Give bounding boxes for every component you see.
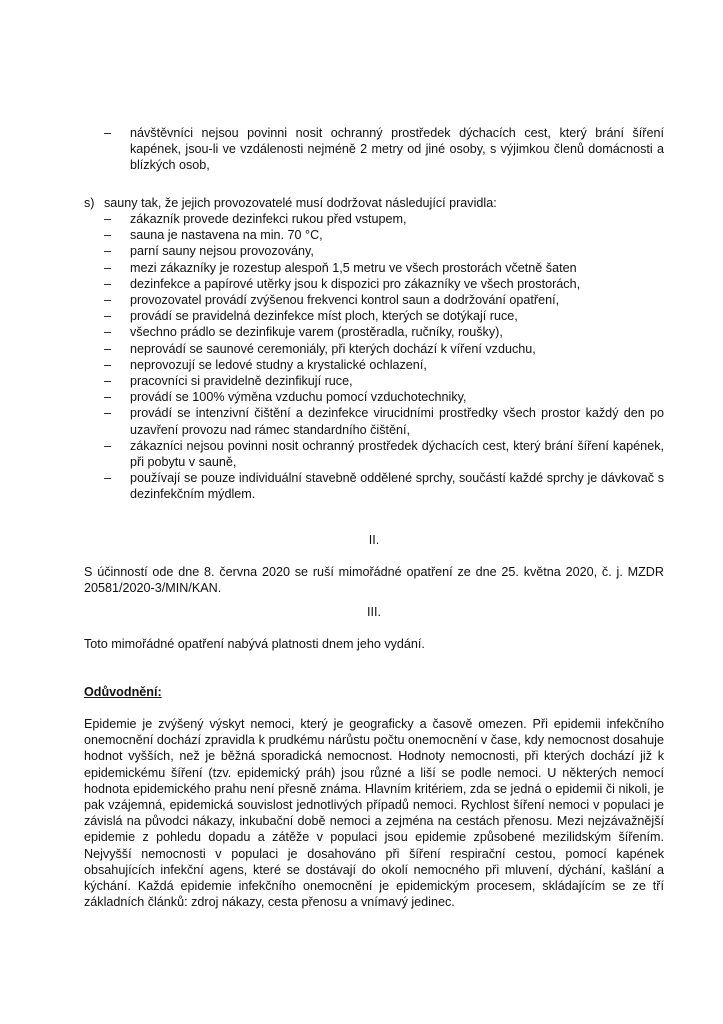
top-list — [104, 125, 664, 174]
justification-heading: Odůvodnění: — [84, 685, 162, 699]
list-item: – pracovníci si pravidelně dezinfikují ruce, — [104, 373, 664, 389]
section-marker: s) — [84, 196, 95, 210]
list-item: – neprovozují se ledové studny a krystalické ochlazení, — [104, 357, 664, 373]
list-item: – všechno prádlo se dezinfikuje varem (prostěradla, ručníky, roušky), — [104, 324, 664, 340]
section-numeral-ii: II. — [368, 533, 380, 547]
section-numeral-iii: III. — [367, 605, 381, 619]
list-item: – mezi zákazníky je rozestup alespoň 1,5 metru ve všech prostorách včetně šaten — [104, 260, 664, 276]
section-intro: sauny tak, že jejich provozovatelé musí dodržovat následující pravidla: — [104, 196, 497, 210]
list-item: – parní sauny nejsou provozovány, — [104, 243, 664, 259]
sauna-rules-list — [104, 211, 664, 503]
section-ii-text: S účinností ode dne 8. června 2020 se ruší mimořádné opatření ze dne 25. května 2020, č. j. MZDR 20581/2020-3/MIN/KAN. — [84, 565, 664, 596]
list-item: – provozovatel provádí zvýšenou frekvenci kontrol saun a dodržování opatření, — [104, 292, 664, 308]
list-item: – zákazníci nejsou povinni nosit ochranný prostředek dýchacích cest, který brání šíření kapének, při pobytu v sauně, — [104, 438, 664, 470]
justification-text: Epidemie je zvýšený výskyt nemoci, který je geograficky a časově omezen. Při epidemii infekčního onemocnění dochází zpravidla k prudkému nárůstu počtu onemocnění v čase, kdy nemocnost dosahuje hodnot vyšších, než je běžná sporadická nemocnost. Hodnoty nemocnosti, při kterých dochází již k epidemickému šíření (tzv. epidemický práh) jsou různé a liší se podle nemoci. U některých nemocí hodnota epidemického prahu není přesně známa. Hlavním kritériem, zda se jedná o epidemii či nikoli, je pak vzájemná, epidemická souvislost jednotlivých případů nemoci. Rychlost šíření nemoci v populaci je závislá na původci nákazy, inkubační době nemoci a zejména na cestách přenosu. Mezi nejzávažnější epidemie z pohledu dopadu a zátěže v populaci jsou epidemie způsobené mezilidským šířením. Nejvyšší nemocnosti v populaci je dosahováno při šíření respirační cestou, pomocí kapének obsahujících infekční agens, které se dostávají do okolí nemocného při mluvení, dýchání, kašlání a kýchání. Každá epidemie infekčního onemocnění je epidemickým procesem, skládajícím se ze tří základních článků: zdroj nákazy, cesta přenosu a vnímavý jedinec. — [84, 717, 664, 910]
list-item: – provádí se 100% výměna vzduchu pomocí vzduchotechniky, — [104, 389, 664, 405]
list-item: – používají se pouze individuální stavebně oddělené sprchy, součástí každé sprchy je dávkovač s dezinfekčním mýdlem. — [104, 470, 664, 502]
list-item: – návštěvníci nejsou povinni nosit ochranný prostředek dýchacích cest, který brání šíření kapének, jsou-li ve vzdálenosti nejméně 2 metry od jiné osoby, s výjimkou členů domácnosti a blízkých osob, — [104, 125, 664, 174]
list-item: – sauna je nastavena na min. 70 °C, — [104, 227, 664, 243]
list-item: – dezinfekce a papírové utěrky jsou k dispozici pro zákazníky ve všech prostorách, — [104, 276, 664, 292]
section-iii-text: Toto mimořádné opatření nabývá platnosti dnem jeho vydání. — [84, 637, 425, 651]
list-item: – provádí se pravidelná dezinfekce míst ploch, kterých se dotýkají ruce, — [104, 308, 664, 324]
list-item: – neprovádí se saunové ceremoniály, při kterých dochází k víření vzduchu, — [104, 341, 664, 357]
list-item: – zákazník provede dezinfekci rukou před vstupem, — [104, 211, 664, 227]
list-item: – provádí se intenzivní čištění a dezinfekce virucidními prostředky všech prostor každý den po uzavření provozu nad rámec standardního čištění, — [104, 405, 664, 437]
